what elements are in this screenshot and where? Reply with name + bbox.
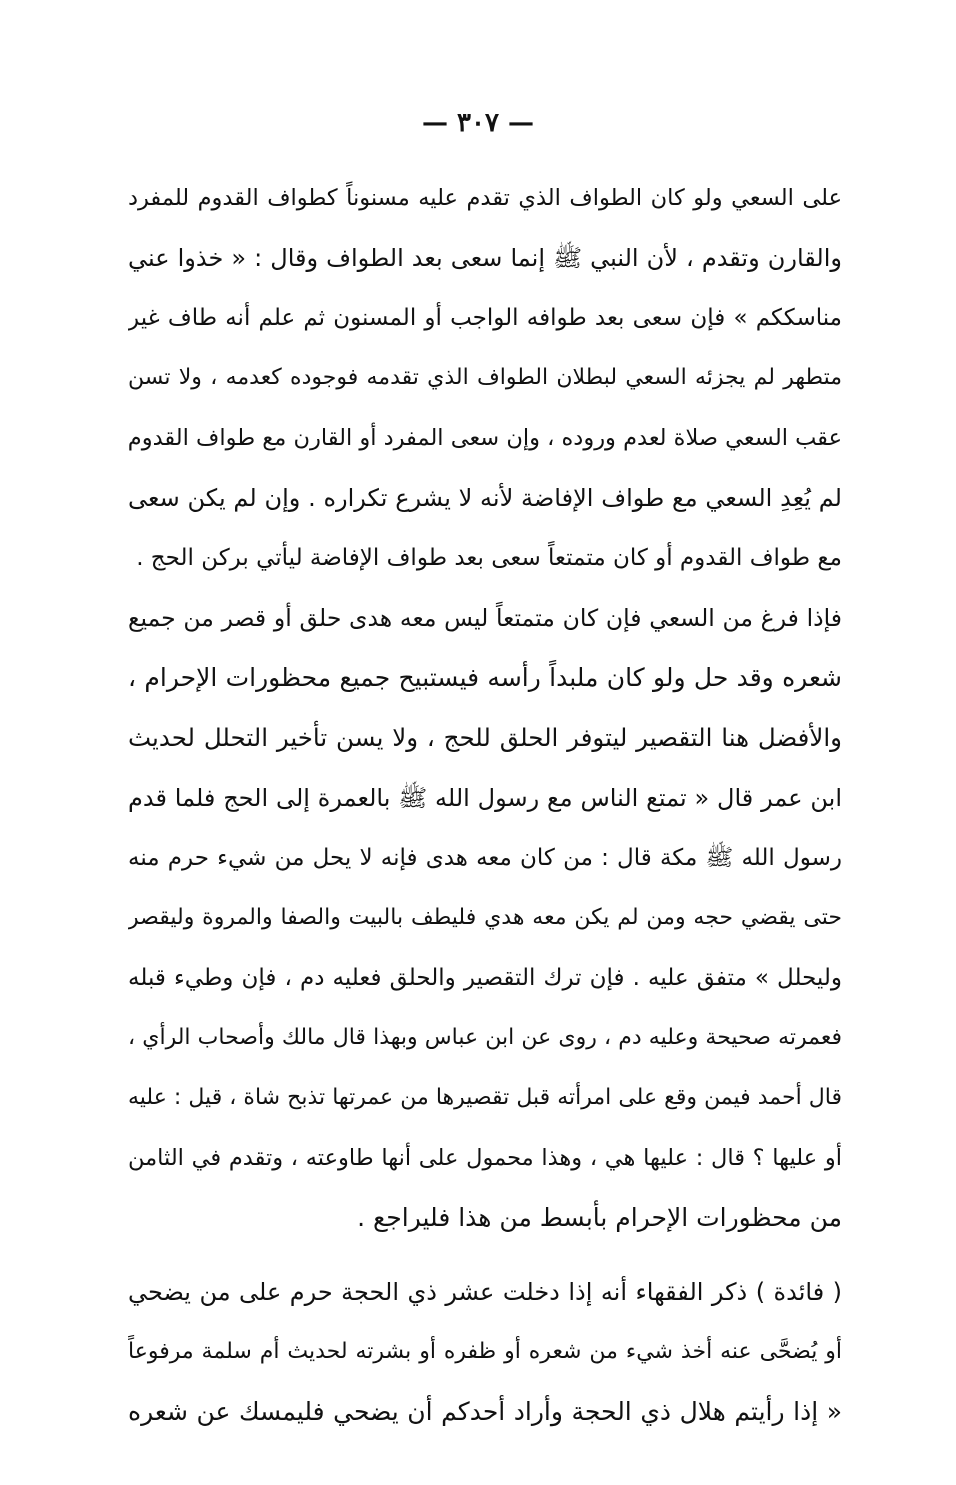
text-line: قال أحمد فيمن وقع على امرأته قبل تقصيرها من عمرتها تذبح شاة ، قيل : عليه [128, 1085, 842, 1110]
text-line: فإذا فرغ من السعي فإن كان متمتعاً ليس معه هدى حلق أو قصر من جميع [128, 604, 842, 632]
paragraph-2 [128, 588, 842, 1248]
page-number: — ٣٠٧ — [421, 108, 535, 138]
text-line: « إذا رأيتم هلال ذي الحجة وأراد أحدكم أن يضحي فليمسك عن شعره [128, 1397, 842, 1426]
text-line: والأفضل هنا التقصير ليتوفر الحلق للحج ، ولا يسن تأخير التحلل لحديث [128, 723, 842, 752]
text-line: على السعي ولو كان الطواف الذي تقدم عليه مسنوناً كطواف القدوم للمفرد [128, 185, 842, 211]
text-line: رسول الله ﷺ مكة قال : من كان معه هدى فإنه لا يحل من شيء حرم منه [128, 845, 842, 871]
text-line: حتى يقضي حجه ومن لم يكن معه هدي فليطف بالبيت والصفا والمروة وليقصر [128, 905, 842, 930]
text-line: من محظورات الإحرام بأبسط من هذا فليراجع . [357, 1203, 842, 1232]
text-line: والقارن وتقدم ، لأن النبي ﷺ إنما سعى بعد الطواف وقال : « خذوا عني [128, 244, 842, 272]
text-line: ( فائدة ) ذكر الفقهاء أنه إذا دخلت عشر ذي الحجة حرم على من يضحي [128, 1278, 842, 1306]
text-line: متطهر لم يجزئه السعي لبطلان الطواف الذي تقدمه فوجوده كعدمه ، ولا تسن [128, 365, 842, 390]
text-line: مناسككم » فإن سعى بعد طوافه الواجب أو المسنون ثم علم أنه طاف غير [128, 305, 842, 331]
text-line: شعره وقد حل ولو كان ملبداً رأسه فيستبيح جميع محظورات الإحرام ، [128, 663, 842, 692]
text-line: أو عليها ؟ قال : عليها هي ، وهذا محمول على أنها طاوعته ، وتقدم في الثامن [128, 1145, 842, 1171]
text-line: مع طواف القدوم أو كان متمتعاً سعى بعد طواف الإفاضة ليأتي بركن الحج . [136, 545, 842, 571]
text-line: ابن عمر قال « تمتع الناس مع رسول الله ﷺ بالعمرة إلى الحج فلما قدم [128, 784, 842, 812]
paragraph-1 [128, 168, 842, 588]
paragraph-3 [128, 1262, 842, 1442]
text-line: وليحلل » متفق عليه . فإن ترك التقصير والحلق فعليه دم ، فإن وطيء قبله [128, 965, 842, 991]
text-line: عقب السعي صلاة لعدم وروده ، وإن سعى المفرد أو القارن مع طواف القدوم [128, 425, 842, 451]
text-body [128, 168, 842, 1442]
text-line: لم يُعِدِ السعي مع طواف الإفاضة لأنه لا يشرع تكراره . وإن لم يكن سعى [128, 484, 842, 512]
text-line: أو يُضحَّى عنه أخذ شيء من شعره أو ظفره أو بشرته لحديث أم سلمة مرفوعاً [128, 1339, 842, 1364]
paragraph-spacer [128, 1248, 842, 1262]
text-line: فعمرته صحيحة وعليه دم ، روى عن ابن عباس وبهذا قال مالك وأصحاب الرأي ، [128, 1025, 842, 1050]
